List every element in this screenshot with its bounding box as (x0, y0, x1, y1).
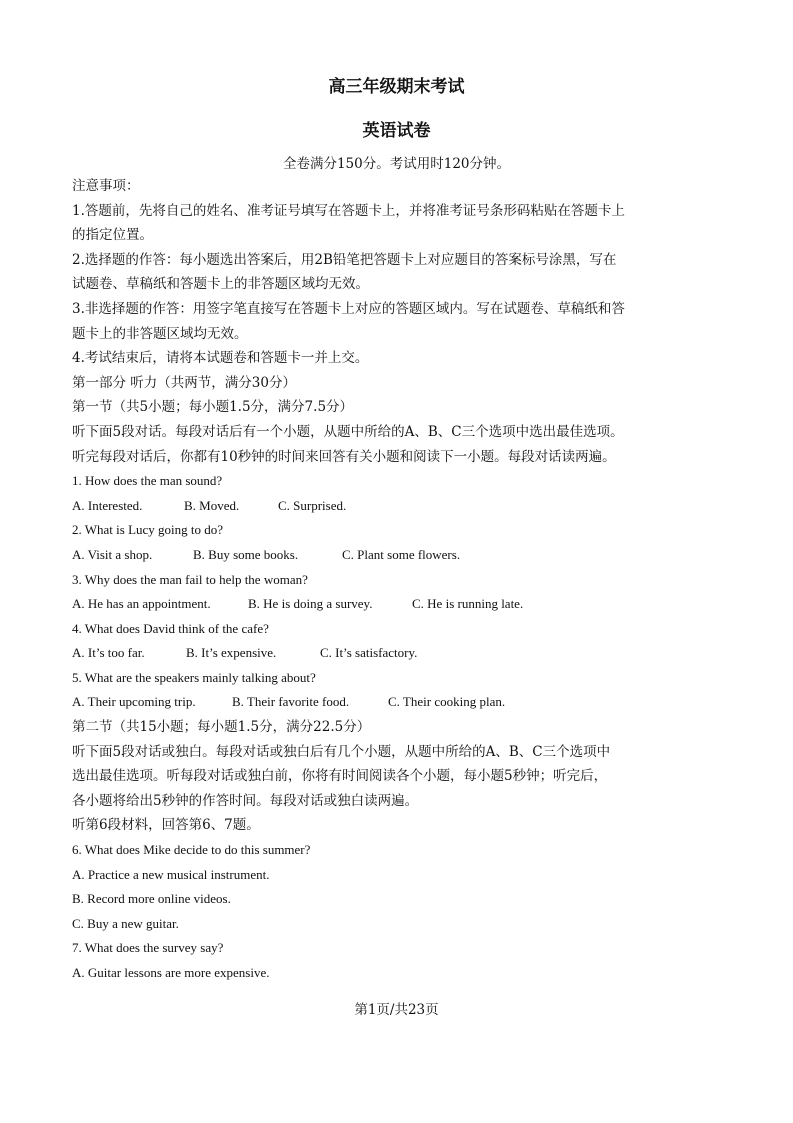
question-5: 5. What are the speakers mainly talking about? (72, 669, 316, 685)
q1-option-a: A. Interested. (72, 497, 143, 513)
question-1-options (72, 494, 722, 519)
section2-heading: 第二节（共15小题；每小题1.5分，满分22.5分） (72, 719, 371, 736)
note-2-line-1: 2.选择题的作答：每小题选出答案后，用2B铅笔把答题卡上对应题目的答案标号涂黑，写在 (72, 251, 617, 268)
section1-instruction-2: 听完每段对话后，你都有10秒钟的时间来回答有关小题和阅读下一小题。每段对话读两遍。 (72, 448, 616, 465)
question-3-options (72, 592, 722, 617)
note-1-line-2: 的指定位置。 (72, 227, 153, 244)
q3-option-c: C. He is running late. (412, 596, 524, 612)
section2-instruction-2: 选出最佳选项。听每段对话或独白前，你将有时间阅读各个小题，每小题5秒钟；听完后， (72, 768, 608, 785)
question-2-options (72, 543, 722, 568)
question-1: 1. How does the man sound? (72, 473, 223, 489)
q6-option-a: A. Practice a new musical instrument. (72, 866, 270, 882)
note-3-line-2: 题卡上的非答题区域均无效。 (72, 325, 248, 342)
q6-option-b: B. Record more online videos. (72, 891, 231, 907)
exam-content (72, 174, 722, 986)
section1-instruction-1: 听下面5段对话。每段对话后有一个小题，从题中所给的A、B、C三个选项中选出最佳选项。 (72, 423, 624, 440)
q4-option-b: B. It’s expensive. (186, 645, 277, 661)
question-5-options (72, 690, 722, 715)
exam-subject: 英语试卷 (362, 121, 431, 141)
notes-heading: 注意事项： (72, 178, 140, 194)
question-3: 3. Why does the man fail to help the woman? (72, 571, 308, 587)
note-3-line-1: 3.非选择题的作答：用签字笔直接写在答题卡上对应的答题区域内。写在试题卷、草稿纸和答 (72, 300, 625, 317)
question-4-options (72, 641, 722, 666)
question-6: 6. What does Mike decide to do this summer? (72, 842, 311, 858)
material-6-heading: 听第6段材料，回答第6、7题。 (72, 817, 260, 834)
question-2: 2. What is Lucy going to do? (72, 522, 224, 538)
q3-option-b: B. He is doing a survey. (248, 596, 373, 612)
q6-option-c: C. Buy a new guitar. (72, 915, 179, 931)
q2-option-a: A. Visit a shop. (72, 546, 153, 562)
q1-option-b: B. Moved. (184, 497, 240, 513)
note-2-line-2: 试题卷、草稿纸和答题卡上的非答题区域均无效。 (72, 276, 369, 293)
part1-heading: 第一部分 听力（共两节，满分30分） (72, 374, 296, 391)
question-7: 7. What does the survey say? (72, 940, 224, 956)
q5-option-b: B. Their favorite food. (232, 694, 350, 710)
exam-info: 全卷满分150分。考试用时120分钟。 (282, 156, 511, 172)
q3-option-a: A. He has an appointment. (72, 596, 211, 612)
question-4: 4. What does David think of the cafe? (72, 620, 269, 636)
q2-option-b: B. Buy some books. (193, 546, 299, 562)
q5-option-a: A. Their upcoming trip. (72, 694, 196, 710)
q1-option-c: C. Surprised. (278, 497, 347, 513)
exam-title: 高三年级期末考试 (328, 77, 465, 97)
q5-option-c: C. Their cooking plan. (388, 694, 506, 710)
q7-option-a: A. Guitar lessons are more expensive. (72, 965, 270, 980)
q4-option-c: C. It’s satisfactory. (320, 645, 418, 661)
note-4: 4.考试结束后，请将本试题卷和答题卡一并上交。 (72, 350, 369, 367)
section2-instruction-1: 听下面5段对话或独白。每段对话或独白后有几个小题，从题中所给的A、B、C三个选项中 (72, 743, 611, 760)
section2-instruction-3: 各小题将给出5秒钟的作答时间。每段对话或独白读两遍。 (72, 792, 419, 809)
note-1-line-1: 1.答题前，先将自己的姓名、准考证号填写在答题卡上，并将准考证号条形码粘贴在答题卡上 (72, 202, 625, 219)
q4-option-a: A. It’s too far. (72, 645, 145, 661)
page-number: 第1页/共23页 (354, 1002, 439, 1018)
q2-option-c: C. Plant some flowers. (342, 546, 461, 562)
section1-heading: 第一节（共5小题；每小题1.5分，满分7.5分） (72, 399, 354, 416)
